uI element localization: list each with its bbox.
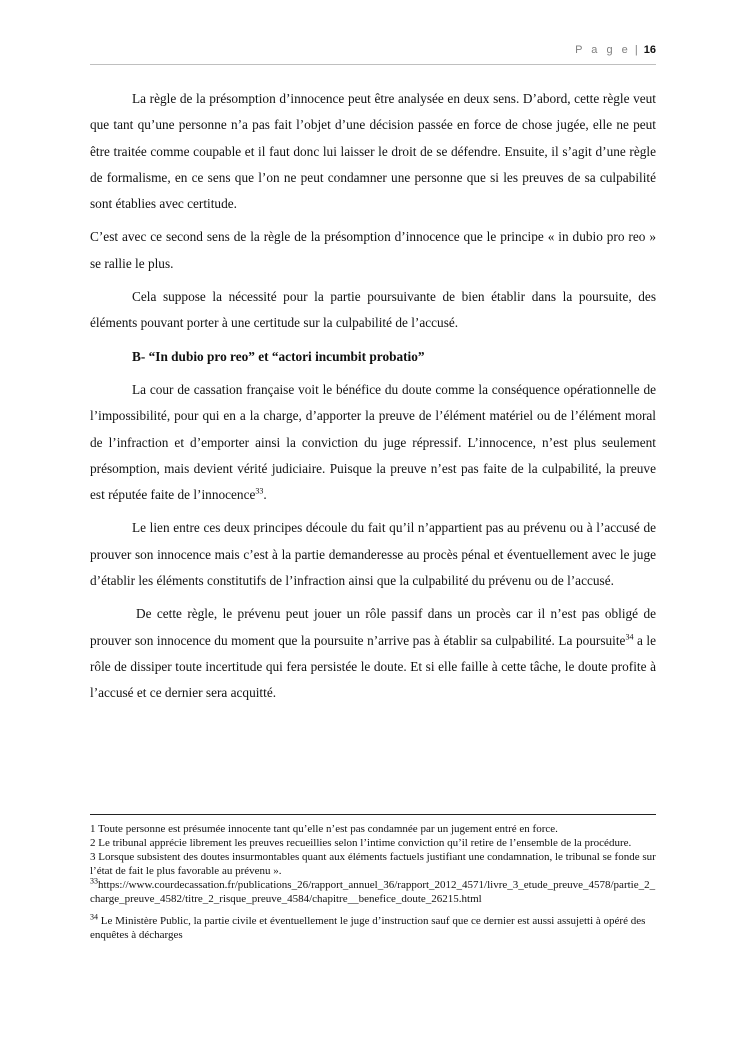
footnote-3: 3 Lorsque subsistent des doutes insurmontables quant aux éléments factuels justifiant une condamnation, le tribunal se fonde sur l’état de fait le plus favorable au prévenu ».	[90, 851, 656, 877]
footnote-ref-34[interactable]: 34	[625, 632, 634, 642]
footnote-33	[90, 878, 656, 906]
paragraph-4	[90, 377, 656, 508]
footnote-1: 1 Toute personne est présumée innocente tant qu’elle n’est pas condamnée par un jugement entré en force.	[90, 823, 558, 835]
paragraph-6-text-a: De cette règle, le prévenu peut jouer un rôle passif dans un procès car il n’est pas obligé de prouver son innocence du moment que la poursuite n’arrive pas à établir sa culpabilité. La poursuite	[90, 606, 656, 648]
footnote-33-link[interactable]: https://www.courdecassation.fr/publications_26/rapport_annuel_36/rapport_2012_4571/livre_3_etude_preuve_4578/partie_2_charge_preuve_4582/titre_2_risque_preuve_4584/chapitre__benefice_doute_26215.html	[90, 879, 656, 905]
page-label: P a g e	[575, 44, 631, 56]
paragraph-2: C’est avec ce second sens de la règle de la présomption d’innocence que le principe « in dubio pro reo » se rallie le plus.	[90, 229, 656, 271]
paragraph-6-text-b: a le rôle de dissiper toute incertitude qui fera persistée le doute. Et si elle faille à cette tâche, le doute profite à l’accusé et ce dernier sera acquitté.	[90, 632, 656, 701]
footnote-34	[90, 914, 656, 942]
section-heading: B- “In dubio pro reo” et “actori incumbit probatio”	[132, 348, 425, 364]
footnote-33-number: 33	[90, 876, 98, 886]
paragraph-1: La règle de la présomption d’innocence peut être analysée en deux sens. D’abord, cette règle veut que tant qu’une personne n’a pas fait l’objet d’une décision passée en force de chose jugée, elle ne peut être traitée comme coupable et il faut donc lui laisser le droit de se défendre. Ensuite, il s’agit d’une règle de formalisme, en ce sens que l’on ne peut condamner une personne que si les preuves de sa culpabilité sont établies avec certitude.	[90, 91, 656, 212]
paragraph-6	[90, 601, 656, 706]
page-body	[90, 86, 656, 714]
footnote-2: 2 Le tribunal apprécie librement les preuves recueillies selon l’intime conviction qu’il retire de l’ensemble de la procédure.	[90, 837, 632, 849]
paragraph-5: Le lien entre ces deux principes découle du fait qu’il n’appartient pas au prévenu ou à l’accusé de prouver son innocence mais c’est à la partie demanderesse au procès pénal et éventuellement avec le juge d’établir les éléments constitutifs de l’infraction ainsi que la culpabilité du prévenu ou de l’accusé.	[90, 520, 656, 589]
paragraph-4-end: .	[263, 487, 267, 503]
footnote-34-text: Le Ministère Public, la partie civile et éventuellement le juge d’instruction sauf que ce dernier est aussi assujetti à opéré des enquêtes à décharges	[90, 915, 646, 941]
footnotes	[90, 822, 656, 942]
page-header	[90, 44, 656, 65]
paragraph-4-text: La cour de cassation française voit le bénéfice du doute comme la conséquence opérationnelle de l’impossibilité, pour qui en a la charge, d’apporter la preuve de l’élément matériel ou de l’élément moral de l’infraction et d’emporter ainsi la conviction du juge répressif. L’innocence, n’est plus seulement présomption, mais devient vérité judiciaire. Puisque la preuve n’est pas faite de la culpabilité, la preuve est réputée faite de l’innocence	[90, 381, 656, 503]
page-number: 16	[643, 44, 656, 56]
footnote-ref-33[interactable]: 33	[255, 486, 264, 496]
header-separator: |	[634, 44, 638, 56]
footnote-34-number: 34	[90, 912, 98, 922]
footnote-divider	[90, 814, 656, 815]
paragraph-3: Cela suppose la nécessité pour la partie poursuivante de bien établir dans la poursuite, des éléments pouvant porter à une certitude sur la culpabilité de l’accusé.	[90, 289, 656, 331]
